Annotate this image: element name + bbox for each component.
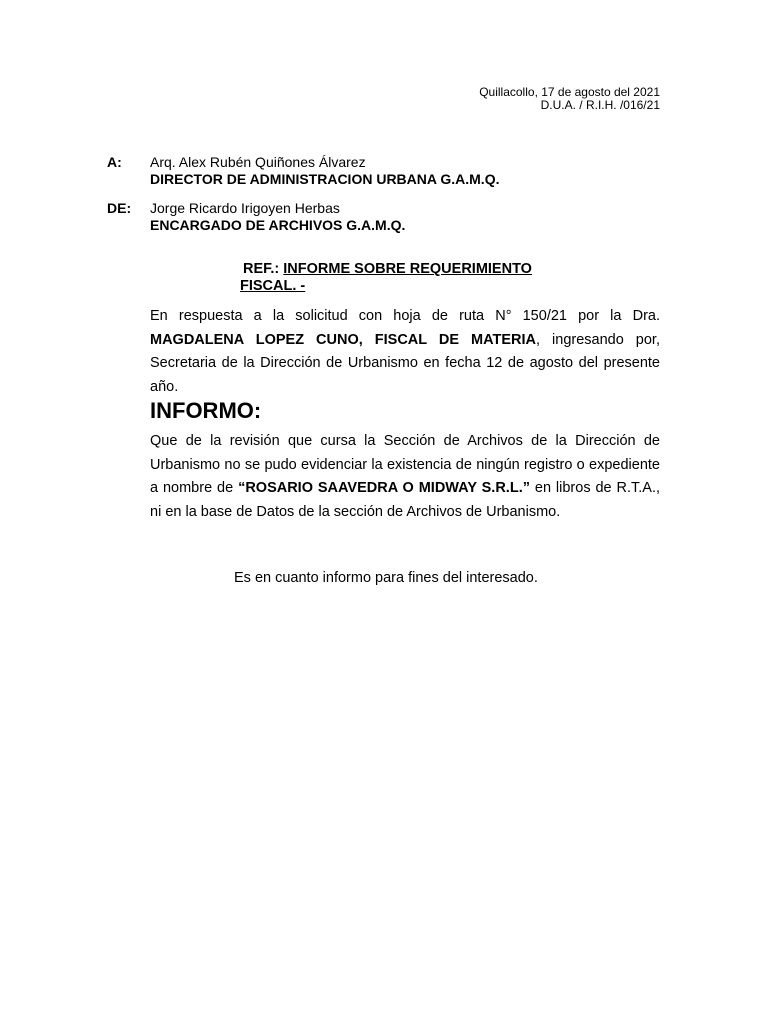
place-date: Quillacollo, 17 de agosto del 2021 [479, 85, 660, 99]
paragraph-request-text2: , ingresando por, Secretaria de la Dirección de Urbanismo en fecha 12 de agosto del presente año. [150, 331, 660, 395]
reference-code: D.U.A. / R.I.H. /016/21 [540, 98, 660, 112]
reference-subject-line1: INFORME SOBRE REQUERIMIENTO [283, 261, 532, 277]
reference-subject-line2: FISCAL. - [240, 278, 306, 294]
document-header [479, 86, 660, 112]
paragraph-finding-bold: “ROSARIO SAAVEDRA O MIDWAY S.R.L.” [238, 480, 530, 496]
paragraph-finding-text2: en libros de R.T.A., ni en la base de Datos de la sección de Archivos de Urbanismo. [150, 480, 661, 520]
recipient-name: Arq. Alex Rubén Quiñones Álvarez [150, 154, 366, 170]
paragraph-finding [150, 430, 660, 524]
reference-block [240, 261, 532, 295]
section-heading: INFORMO: [150, 398, 262, 423]
paragraph-finding-text1: Que de la revisión que cursa la Sección de Archivos de la Dirección de Urbanismo no se pudo evidenciar la existencia de ningún registro o expediente a nombre de [150, 433, 660, 496]
sender-name: Jorge Ricardo Irigoyen Herbas [150, 200, 340, 216]
paragraph-request [150, 305, 660, 399]
closing-line: Es en cuanto informo para fines del interesado. [234, 570, 538, 586]
reference-label: REF.: [243, 261, 280, 277]
sender-label: DE: [107, 200, 132, 216]
paragraph-request-text1: En respuesta a la solicitud con hoja de ruta N° 150/21 por la Dra. [150, 308, 660, 324]
recipient-label: A: [107, 154, 122, 170]
recipient-title: DIRECTOR DE ADMINISTRACION URBANA G.A.M.Q. [150, 171, 500, 187]
paragraph-request-bold: MAGDALENA LOPEZ CUNO, FISCAL DE MATERIA [150, 331, 537, 348]
sender-title: ENCARGADO DE ARCHIVOS G.A.M.Q. [150, 217, 406, 233]
